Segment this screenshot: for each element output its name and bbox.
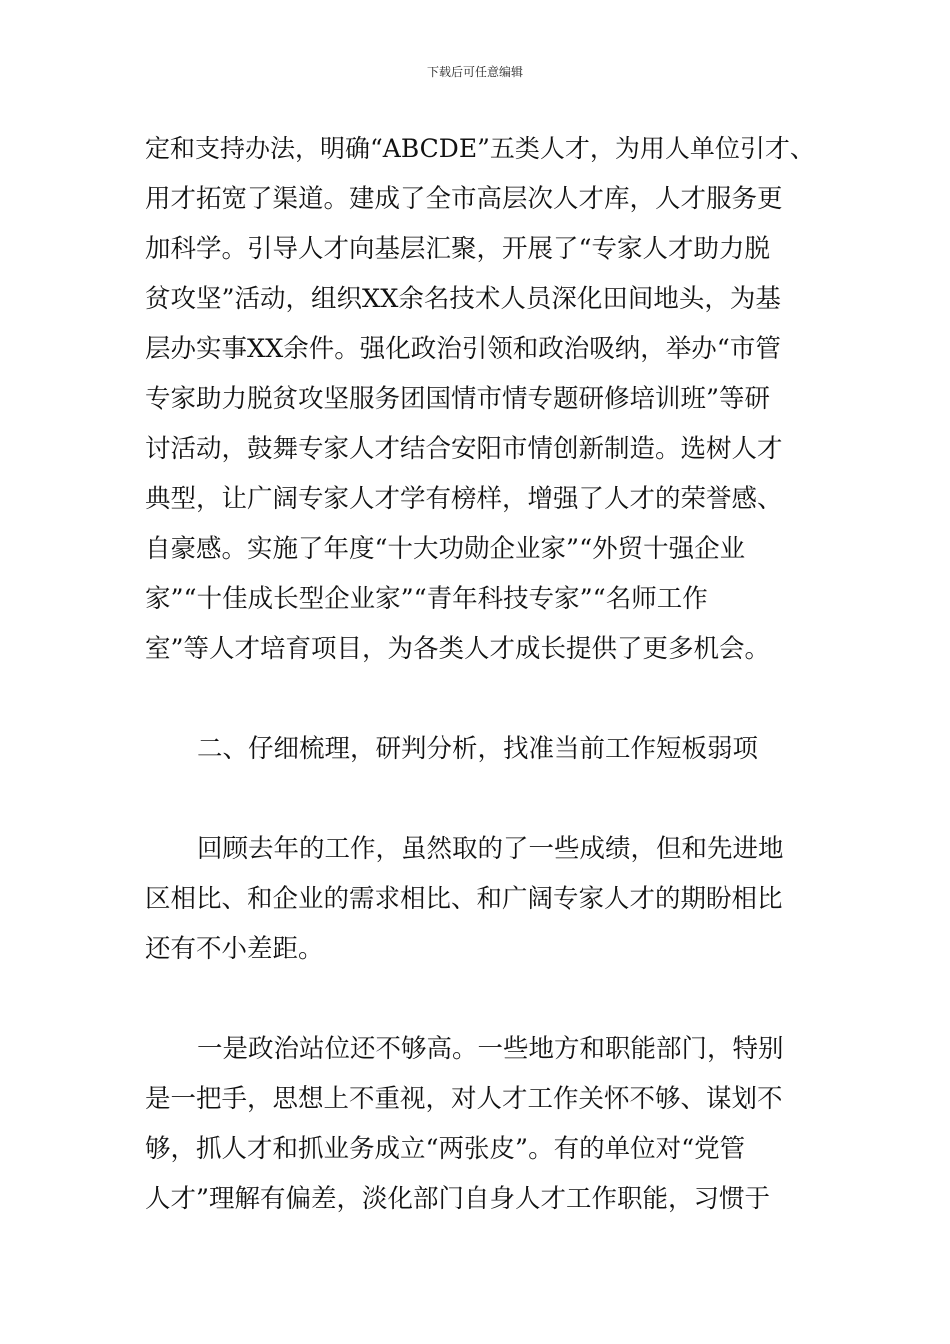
paragraph-spacer bbox=[145, 974, 815, 1024]
text-line: 贫攻坚”活动，组织XX余名技术人员深化田间地头，为基 bbox=[145, 284, 781, 314]
text-line: 专家助力脱贫攻坚服务团国情市情专题研修培训班”等研 bbox=[145, 384, 771, 414]
text-line: 讨活动，鼓舞专家人才结合安阳市情创新制造。选树人才 bbox=[145, 434, 783, 464]
paragraph-spacer bbox=[145, 674, 815, 724]
text-line: 区相比、和企业的需求相比、和广阔专家人才的期盼相比 bbox=[145, 884, 783, 914]
text-line: 加科学。引导人才向基层汇聚，开展了“专家人才助力脱 bbox=[145, 234, 771, 264]
paragraph-review bbox=[145, 824, 815, 974]
document-body bbox=[145, 124, 815, 1224]
text-line: 是一把手，思想上不重视，对人才工作关怀不够、谋划不 bbox=[145, 1084, 783, 1114]
text-line: 层办实事XX余件。强化政治引领和政治吸纳，举办“市管 bbox=[145, 334, 781, 364]
text-line: 家”“十佳成长型企业家”“青年科技专家”“名师工作 bbox=[145, 584, 708, 614]
text-line: 室”等人才培育项目，为各类人才成长提供了更多机会。 bbox=[145, 634, 771, 664]
text-line: 典型，让广阔专家人才学有榜样，增强了人才的荣誉感、 bbox=[145, 484, 783, 514]
paragraph-talent-measures bbox=[145, 124, 815, 674]
text-line: 还有不小差距。 bbox=[145, 934, 324, 964]
page-header: 下载后可任意编辑 bbox=[426, 65, 523, 79]
text-line: 回顾去年的工作，虽然取的了一些成绩，但和先进地 bbox=[197, 834, 784, 864]
heading-line: 二、仔细梳理，研判分析，找准当前工作短板弱项 bbox=[197, 734, 759, 764]
text-line: 一是政治站位还不够高。一些地方和职能部门，特别 bbox=[197, 1034, 784, 1064]
paragraph-political-stance bbox=[145, 1024, 815, 1224]
text-line: 人才”理解有偏差，淡化部门自身人才工作职能，习惯于 bbox=[145, 1184, 771, 1214]
section-heading bbox=[145, 724, 815, 774]
text-line: 定和支持办法，明确“ABCDE”五类人才，为用人单位引才、 bbox=[145, 134, 815, 163]
text-line: 够，抓人才和抓业务成立“两张皮”。有的单位对“党管 bbox=[145, 1134, 746, 1164]
paragraph-spacer bbox=[145, 774, 815, 824]
text-line: 用才拓宽了渠道。建成了全市高层次人才库，人才服务更 bbox=[145, 184, 783, 214]
text-line: 自豪感。实施了年度“十大功勋企业家”“外贸十强企业 bbox=[145, 534, 746, 564]
